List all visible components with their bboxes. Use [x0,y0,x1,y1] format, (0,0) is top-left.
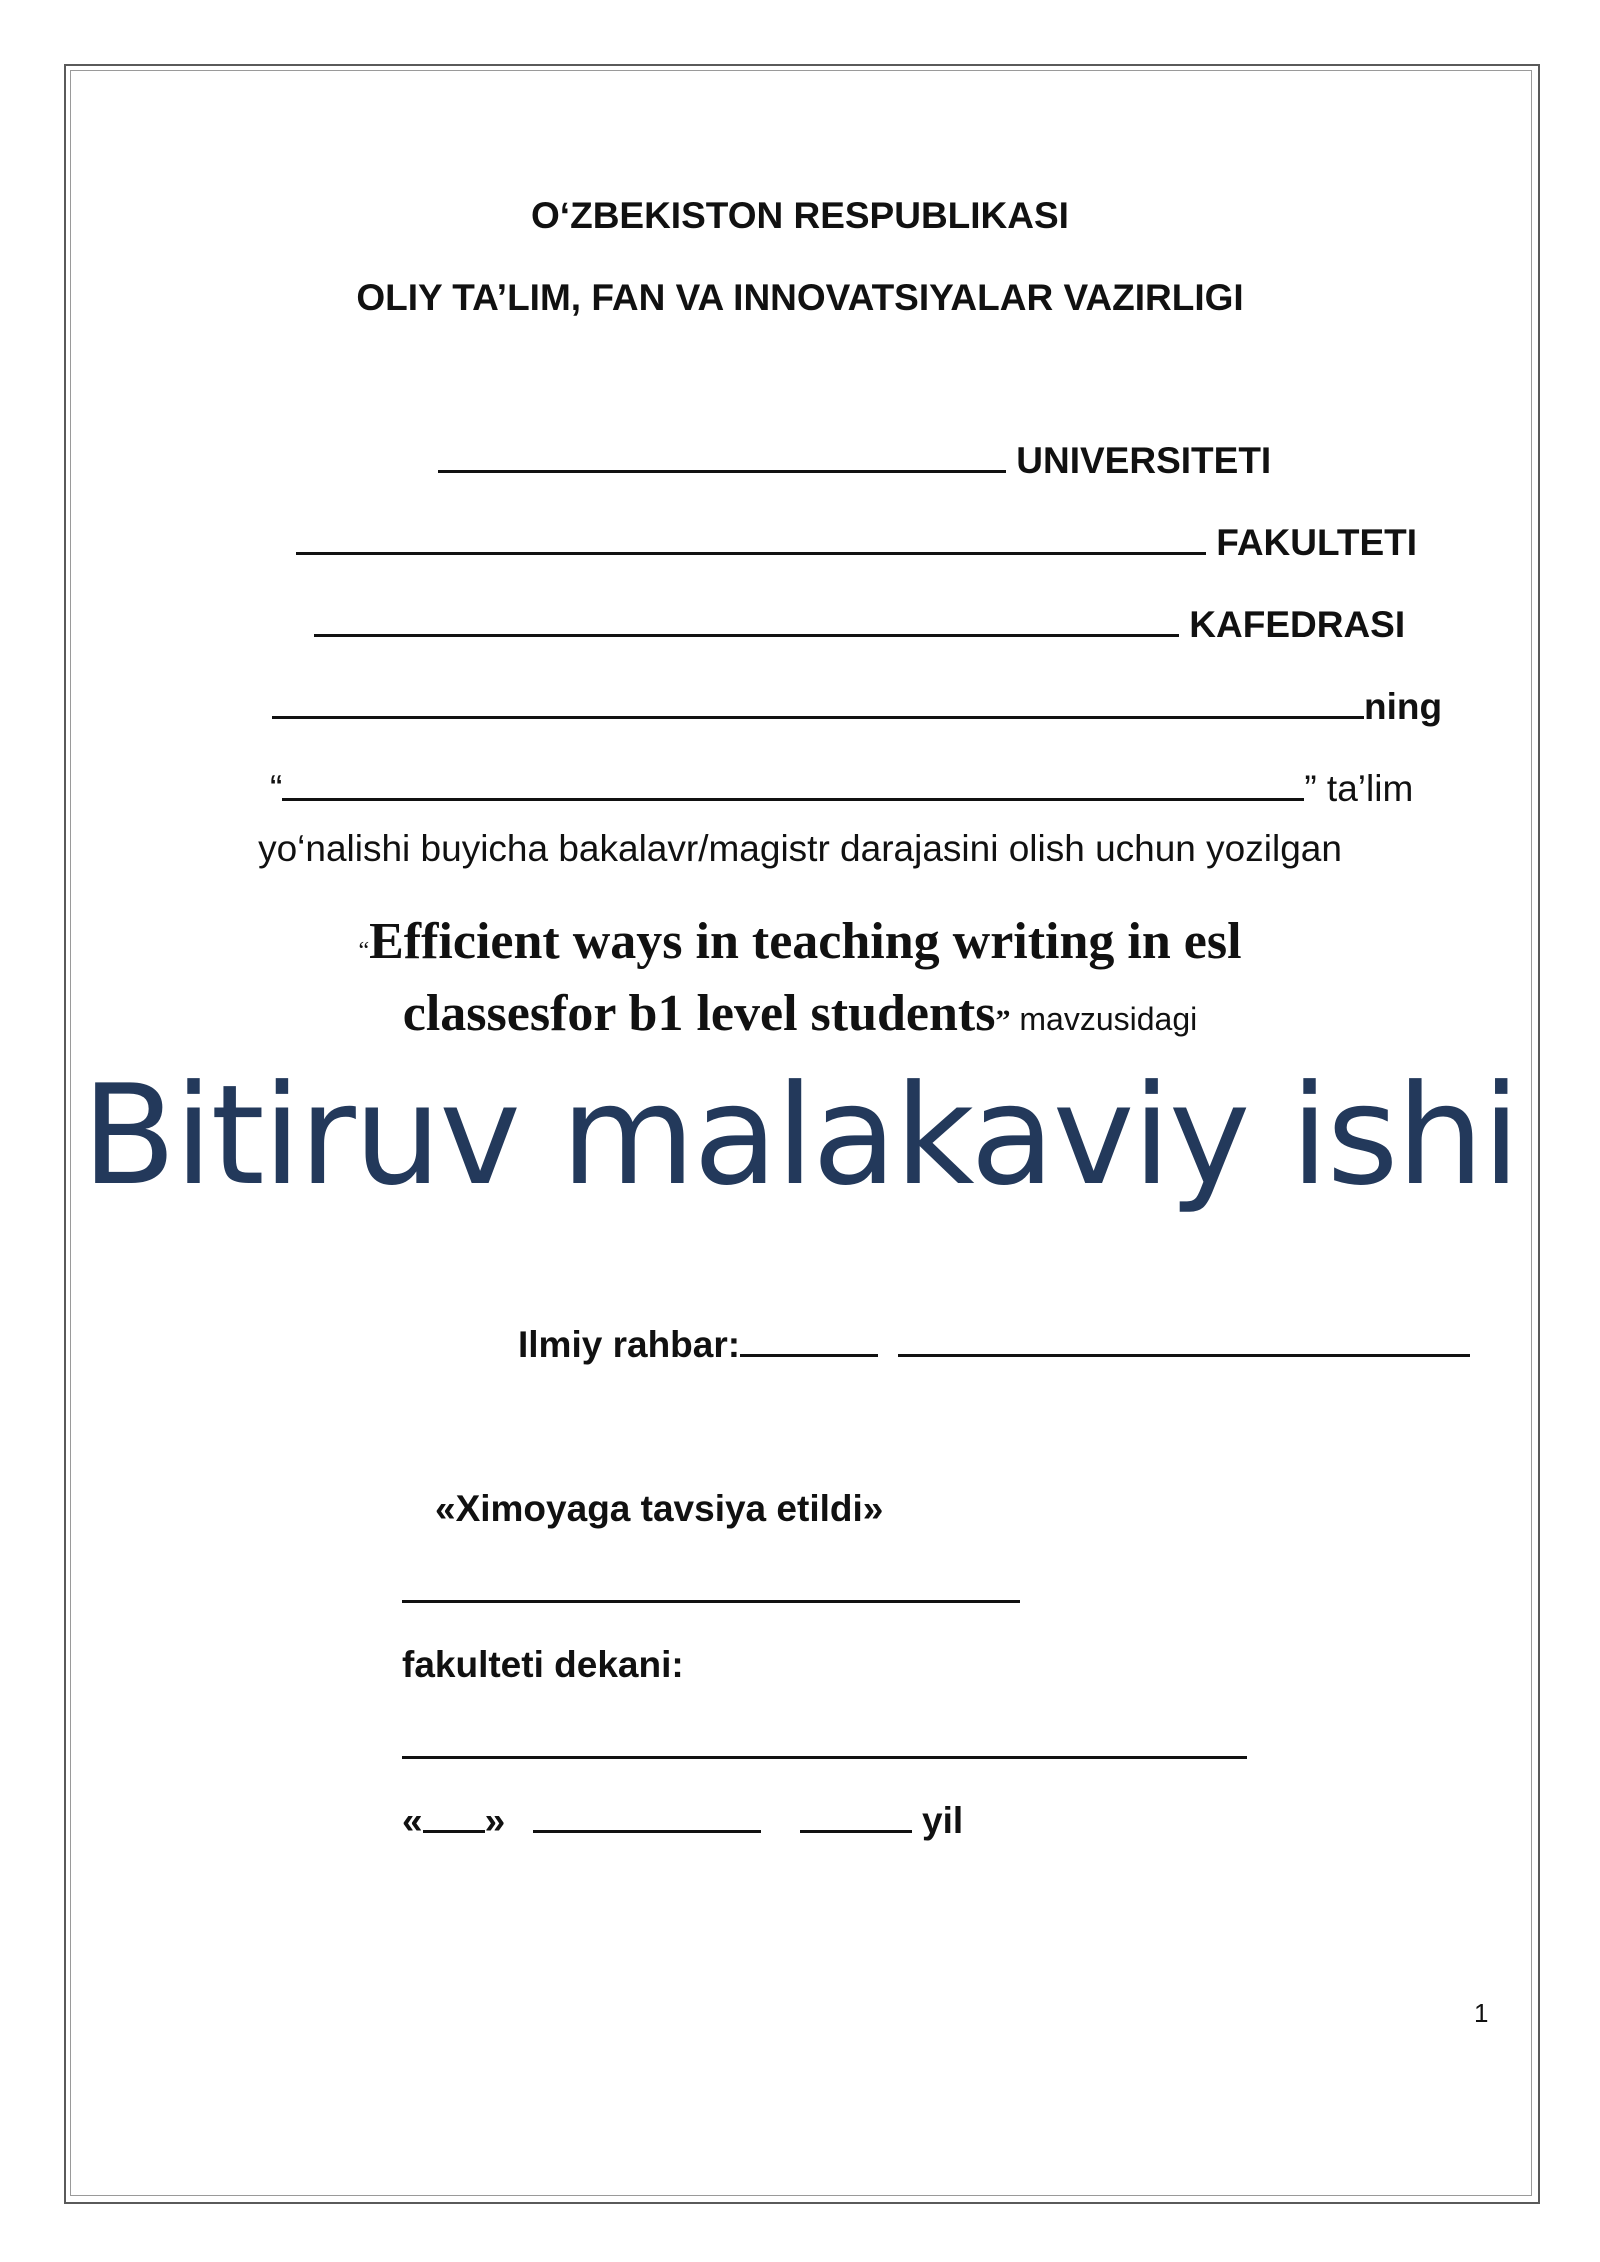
direction-close-quote: ” ta’lim [1304,768,1414,809]
direction-blank[interactable] [282,768,1304,801]
direction-open-quote: “ [270,768,283,809]
year-suffix: yil [911,1800,964,1841]
university-line [438,440,1271,482]
supervisor-line [518,1324,1470,1366]
university-label: UNIVERSITETI [1016,440,1272,481]
defense-recommended-text: «Ximoyaga tavsiya etildi» [435,1488,884,1529]
topic-line-2 [0,984,1600,1043]
supervisor-name-blank[interactable] [898,1324,1470,1357]
department-line [314,604,1405,646]
topic-suffix: mavzusidagi [1010,1001,1198,1037]
page-number: 1 [1474,1998,1489,2028]
faculty-name-row [402,1570,1020,1608]
topic-line-1 [0,912,1600,971]
topic-title-part-1: Efficient ways in teaching writing in esl [369,913,1242,970]
date-open-guillemet: « [402,1800,423,1841]
faculty-blank[interactable] [296,522,1206,555]
supervisor-label: Ilmiy rahbar: [518,1324,741,1365]
student-suffix: ning [1364,686,1443,727]
university-blank[interactable] [438,440,1006,473]
date-close-guillemet: » [484,1800,506,1841]
direction-line [270,768,1413,810]
dean-name-row [402,1726,1247,1764]
faculty-line [296,522,1417,564]
date-line [402,1800,963,1842]
faculty-name-blank[interactable] [402,1570,1020,1603]
degree-purpose-text: yo‘nalishi buyicha bakalavr/magistr darajasini olish uchun yozilgan [258,828,1342,869]
topic-close-quote: ” [995,1004,1011,1037]
republic-heading: O‘ZBEKISTON RESPUBLIKASI [531,195,1069,236]
department-label: KAFEDRASI [1189,604,1406,645]
month-blank[interactable] [533,1800,761,1833]
ministry-heading: OLIY TA’LIM, FAN VA INNOVATSIYALAR VAZIRLIGI [356,277,1244,318]
document-type-title: Bitiruv malakaviy ishi [81,1055,1519,1216]
year-blank[interactable] [800,1800,912,1833]
topic-open-quote: “ [358,938,370,964]
student-name-blank[interactable] [272,686,1364,719]
dean-label: fakulteti dekani: [402,1644,684,1685]
dean-name-blank[interactable] [402,1726,1247,1759]
supervisor-title-blank[interactable] [740,1324,878,1357]
topic-title-part-2: classesfor b1 level students [402,985,996,1042]
department-blank[interactable] [314,604,1179,637]
student-line [272,686,1442,728]
faculty-label: FAKULTETI [1216,522,1418,563]
day-blank[interactable] [423,1800,485,1833]
